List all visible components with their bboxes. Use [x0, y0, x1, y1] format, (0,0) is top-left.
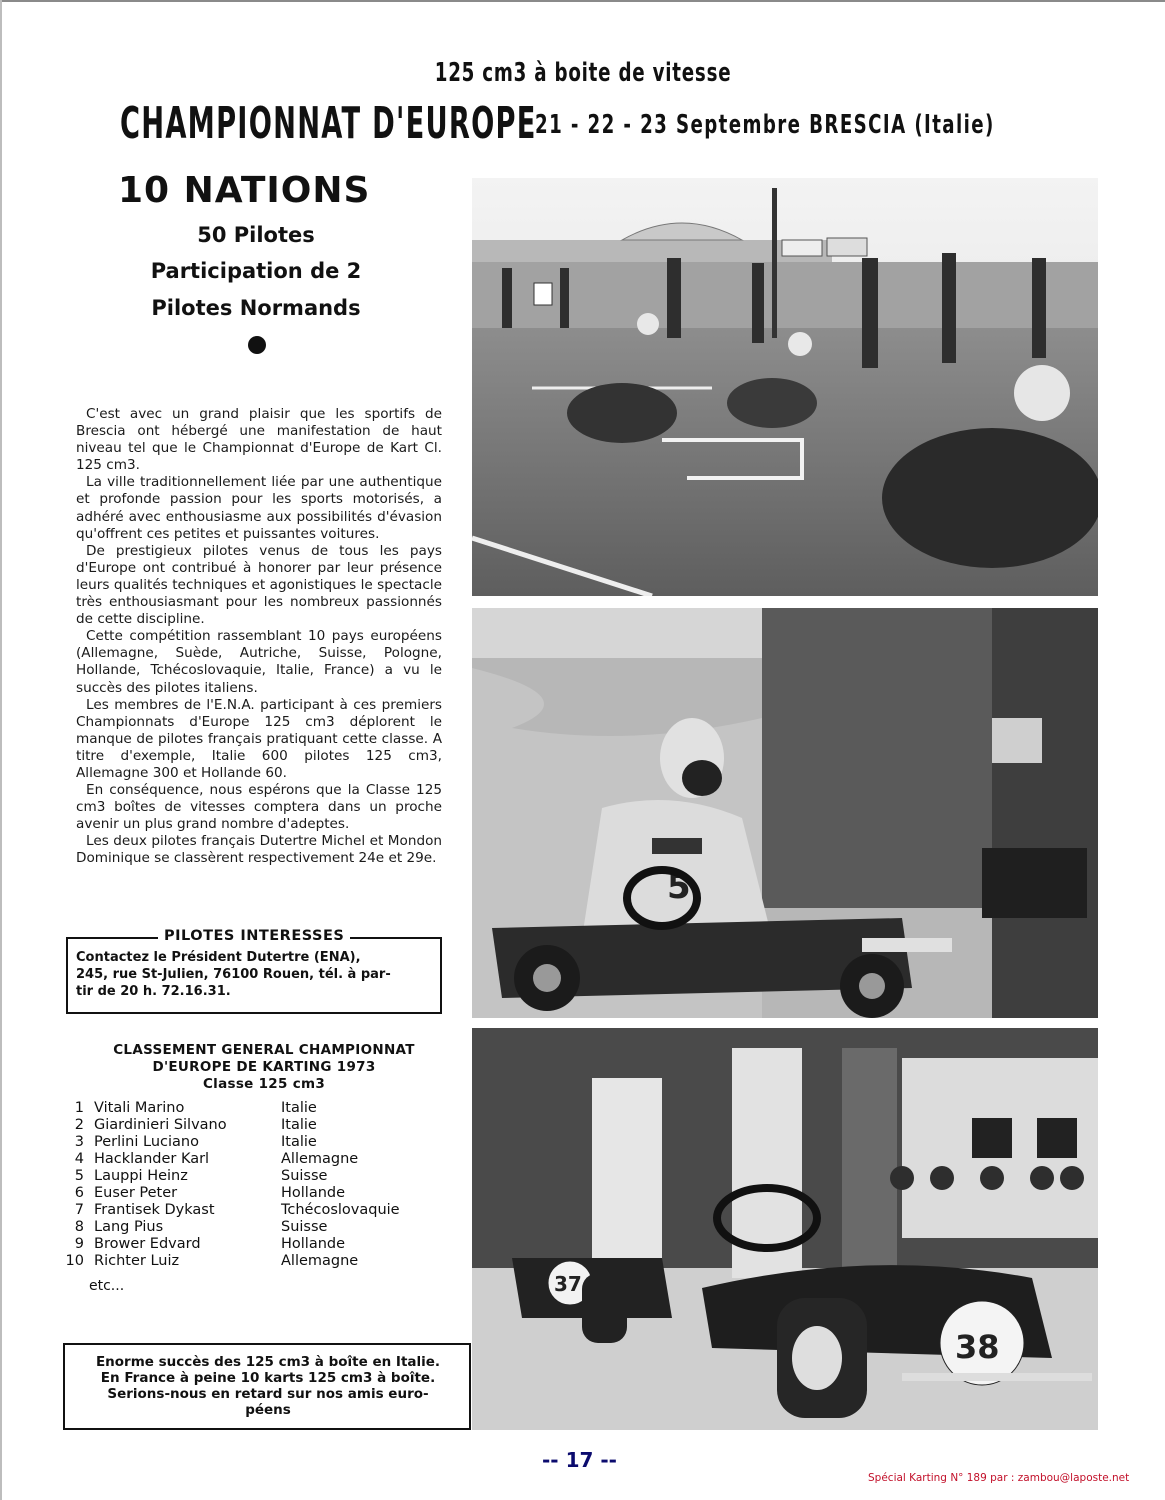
article-paragraph: En conséquence, nous espérons que la Classe 125 cm3 boîtes de vitesses comptera dans un proche avenir un plus grand nombre d'adeptes. [76, 782, 442, 833]
headline-line-1: 50 Pilotes [197, 223, 315, 247]
driver-name: Vitali Marino [94, 1100, 185, 1116]
left-border [0, 0, 2, 1500]
svg-text:5: 5 [667, 867, 691, 907]
article-paragraph: La ville traditionnellement liée par une authentique et profonde passion pour les sports motorisés, a adhéré avec enthousiasme aux possibilités d'évasion qu'offrent ces petites et puissantes voitures. [76, 474, 442, 542]
photo-starting-grid-image [472, 178, 1098, 596]
article-paragraph: Les membres de l'E.N.A. participant à ces premiers Championnats d'Europe 125 cm3 déplorent le manque de pilotes français pratiquant cette classe. A titre d'exemple, Italie 600 pilotes 125 cm3, Allemagne 300 et Hollande 60. [76, 696, 442, 781]
driver-name: Lang Pius [94, 1219, 164, 1235]
rank: 4 [74, 1151, 84, 1167]
callout-line: Enorme succès des 125 cm3 à boîte en Italie. [95, 1354, 441, 1370]
contact-line: Contactez le Président Dutertre (ENA), [76, 950, 361, 965]
driver-country: Italie [281, 1134, 317, 1150]
header-title: CHAMPIONNAT D'EUROPE [120, 98, 537, 149]
results-table [64, 1100, 444, 1270]
article-paragraph: Les deux pilotes français Dutertre Michel et Mondon Dominique se classèrent respectivement 24e et 29e. [76, 833, 442, 867]
article-paragraph: Cette compétition rassemblant 10 pays européens (Allemagne, Suède, Autriche, Suisse, Pologne, Hollande, Tchécoslovaquie, Italie, France) a vu le succès des pilotes italiens. [76, 628, 442, 696]
rank: 1 [74, 1100, 84, 1116]
header-dates-location: 21 - 22 - 23 Septembre BRESCIA (Italie) [535, 110, 995, 140]
rank: 8 [74, 1219, 84, 1235]
driver-name: Frantisek Dykast [94, 1202, 215, 1218]
contact-box [66, 928, 442, 1014]
callout-line: péens [245, 1402, 291, 1418]
contact-box-title: PILOTES INTERESSES [158, 928, 350, 944]
rank: 5 [74, 1168, 84, 1184]
headline-main: 10 NATIONS [118, 170, 371, 211]
classement-title [74, 1042, 454, 1093]
contact-line: 245, rue St-Julien, 76100 Rouen, tél. à par- [76, 967, 391, 982]
callout-box [63, 1343, 471, 1430]
photo-driver-five-image [472, 608, 1098, 1018]
driver-country: Hollande [281, 1236, 346, 1252]
driver-name: Euser Peter [94, 1185, 178, 1201]
article-body [76, 406, 442, 868]
photo-driver-five [472, 608, 1098, 1018]
headline-line-2: Participation de 2 [150, 259, 362, 283]
driver-country: Suisse [281, 1168, 328, 1184]
callout-line: Serions-nous en retard sur nos amis euro- [107, 1386, 429, 1402]
header-subtitle: 125 cm3 à boite de vitesse [434, 58, 732, 88]
driver-name: Giardinieri Silvano [94, 1117, 227, 1133]
table-row [64, 1202, 444, 1219]
article-paragraph: C'est avec un grand plaisir que les sportifs de Brescia ont hébergé une manifestation de haut niveau tel que le Championnat d'Europe de Kart Cl. 125 cm3. [76, 406, 442, 474]
rank: 9 [74, 1236, 84, 1252]
top-border [0, 0, 1165, 2]
driver-country: Tchécoslovaquie [281, 1202, 400, 1218]
table-row [64, 1253, 444, 1270]
table-row [64, 1134, 444, 1151]
driver-country: Hollande [281, 1185, 346, 1201]
headline-line-3: Pilotes Normands [151, 296, 361, 320]
page-number: -- 17 -- [542, 1448, 617, 1472]
rank: 7 [74, 1202, 84, 1218]
driver-name: Richter Luiz [94, 1253, 180, 1269]
driver-name: Brower Edvard [94, 1236, 201, 1252]
contact-box-body [76, 949, 432, 1000]
driver-name: Lauppi Heinz [94, 1168, 188, 1184]
rank: 2 [74, 1117, 84, 1133]
classement-title-line: CLASSEMENT GENERAL CHAMPIONNAT [113, 1042, 415, 1058]
svg-text:38: 38 [955, 1328, 1000, 1366]
header-title-line [120, 98, 1060, 149]
classement-title-line: D'EUROPE DE KARTING 1973 [152, 1059, 376, 1075]
driver-country: Allemagne [281, 1151, 359, 1167]
rank: 6 [74, 1185, 84, 1201]
svg-text:37: 37 [554, 1272, 582, 1296]
driver-country: Suisse [281, 1219, 328, 1235]
driver-name: Hacklander Karl [94, 1151, 210, 1167]
table-row [64, 1185, 444, 1202]
driver-country: Italie [281, 1100, 317, 1116]
table-row [64, 1168, 444, 1185]
rank: 3 [74, 1134, 84, 1150]
photo-karts-37-38 [472, 1028, 1098, 1430]
table-row [64, 1117, 444, 1134]
photo-starting-grid [472, 178, 1098, 596]
footer-credit: Spécial Karting N° 189 par : zambou@laposte.net [868, 1472, 1130, 1484]
photo-karts-37-38-image [472, 1028, 1098, 1430]
results-etc: etc... [89, 1278, 125, 1294]
callout-body [73, 1354, 463, 1418]
table-row [64, 1219, 444, 1236]
table-row [64, 1236, 444, 1253]
classement-title-line: Classe 125 cm3 [202, 1076, 326, 1092]
driver-name: Perlini Luciano [94, 1134, 199, 1150]
contact-line: tir de 20 h. 72.16.31. [76, 984, 231, 999]
rank: 10 [65, 1253, 84, 1269]
driver-country: Italie [281, 1117, 317, 1133]
table-row [64, 1100, 444, 1117]
bullet-icon [248, 336, 266, 354]
article-paragraph: De prestigieux pilotes venus de tous les pays d'Europe ont contribué à honorer par leur présence leurs qualités techniques et agonistiques le spectacle très enthousiasmant pour les nombreux passionnés de cette discipline. [76, 542, 442, 628]
table-row [64, 1151, 444, 1168]
driver-country: Allemagne [281, 1253, 359, 1269]
callout-line: En France à peine 10 karts 125 cm3 à boîte. [100, 1370, 436, 1386]
